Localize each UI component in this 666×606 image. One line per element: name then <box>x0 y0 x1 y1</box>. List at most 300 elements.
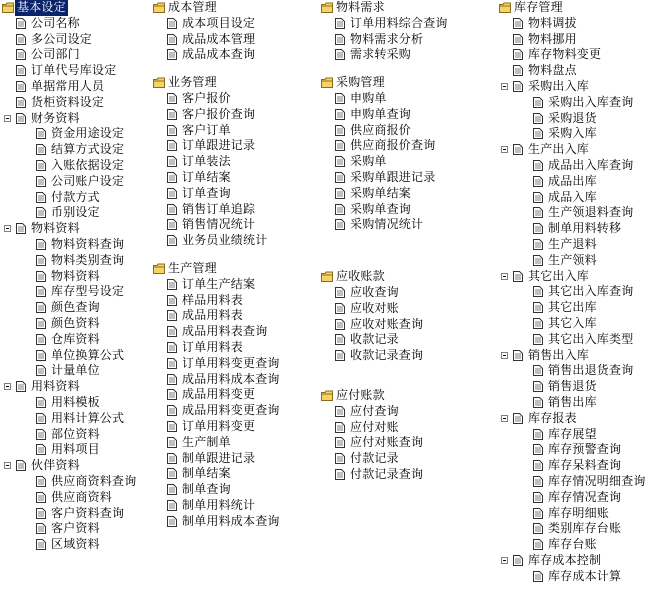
tree-leaf[interactable] <box>2 442 162 458</box>
tree-node-label: 成品用料变更 <box>182 387 256 402</box>
document-icon <box>167 437 177 448</box>
document-icon <box>167 342 177 353</box>
document-icon <box>16 97 26 108</box>
tree-node-label: 客户报价 <box>182 90 231 105</box>
tree-node-label: 计量单位 <box>51 363 100 378</box>
document-icon <box>533 128 543 139</box>
tree-leaf[interactable] <box>499 521 664 537</box>
tree-group-header[interactable] <box>321 0 491 16</box>
document-icon <box>533 523 543 534</box>
tree-leaf[interactable] <box>153 451 318 467</box>
tree-branch[interactable] <box>499 142 664 158</box>
tree-leaf[interactable] <box>153 154 318 170</box>
tree-node-label: 伙伴资料 <box>31 458 80 473</box>
tree-node-label: 生产管理 <box>168 260 217 275</box>
tree-group-header[interactable] <box>499 0 664 16</box>
tree-node-label: 制单查询 <box>182 482 231 497</box>
tree-node-label: 样品用料表 <box>182 292 244 307</box>
document-icon <box>513 34 523 45</box>
tree-node-label: 颜色资料 <box>51 315 100 330</box>
tree-leaf[interactable] <box>499 316 664 332</box>
column-2 <box>153 0 318 530</box>
tree-leaf[interactable] <box>321 47 491 63</box>
tree-leaf[interactable] <box>499 284 664 300</box>
collapse-toggle-icon[interactable] <box>501 83 508 90</box>
tree-leaf[interactable] <box>2 16 162 32</box>
document-icon <box>16 18 26 29</box>
column-3 <box>321 0 491 483</box>
tree-node-label: 付款记录 <box>350 451 399 466</box>
collapse-toggle-icon[interactable] <box>4 462 11 469</box>
document-icon <box>36 429 46 440</box>
tree-group-header[interactable] <box>321 388 491 404</box>
tree-node-label: 库存成本控制 <box>528 552 602 567</box>
tree-leaf[interactable] <box>499 205 664 221</box>
tree-leaf[interactable] <box>321 123 491 139</box>
tree-branch[interactable] <box>2 221 162 237</box>
tree-leaf[interactable] <box>321 420 491 436</box>
document-icon <box>36 444 46 455</box>
tree-group-header[interactable] <box>2 0 162 16</box>
tree-leaf[interactable] <box>153 293 318 309</box>
tree-node-label: 收款记录 <box>350 332 399 347</box>
tree-leaf[interactable] <box>2 427 162 443</box>
tree-leaf[interactable] <box>499 190 664 206</box>
document-icon <box>533 444 543 455</box>
tree-node-label: 采购单跟进记录 <box>350 169 436 184</box>
tree-leaf[interactable] <box>153 514 318 530</box>
tree-leaf[interactable] <box>2 79 162 95</box>
tree-node-label: 采购单结案 <box>350 185 412 200</box>
tree-leaf[interactable] <box>2 205 162 221</box>
document-icon <box>36 350 46 361</box>
document-icon <box>167 421 177 432</box>
tree-branch[interactable] <box>2 379 162 395</box>
tree-group-header[interactable] <box>321 75 491 91</box>
tree-leaf[interactable] <box>321 332 491 348</box>
tree-node-label: 颜色查询 <box>51 300 100 315</box>
tree-node-label: 公司名称 <box>31 15 80 30</box>
tree-leaf[interactable] <box>321 186 491 202</box>
tree-leaf[interactable] <box>321 285 491 301</box>
document-icon <box>167 310 177 321</box>
document-icon <box>335 453 345 464</box>
tree-leaf[interactable] <box>321 301 491 317</box>
tree-leaf[interactable] <box>499 95 664 111</box>
collapse-toggle-icon[interactable] <box>4 383 11 390</box>
document-icon <box>36 492 46 503</box>
tree-leaf[interactable] <box>321 16 491 32</box>
folder-icon <box>153 263 163 274</box>
tree-leaf[interactable] <box>499 474 664 490</box>
document-icon <box>16 81 26 92</box>
tree-node-label: 多公司设定 <box>31 31 93 46</box>
collapse-toggle-icon[interactable] <box>4 115 11 122</box>
tree-leaf[interactable] <box>153 32 318 48</box>
tree-node-label: 用料计算公式 <box>51 410 125 425</box>
tree-leaf[interactable] <box>2 537 162 553</box>
document-icon <box>513 555 523 566</box>
tree-leaf[interactable] <box>153 47 318 63</box>
tree-node-label: 订单生产结案 <box>182 276 256 291</box>
document-icon <box>533 381 543 392</box>
document-icon <box>36 207 46 218</box>
tree-node-label: 库存物料变更 <box>528 47 602 62</box>
tree-node-label: 部位资料 <box>51 426 100 441</box>
tree-leaf[interactable] <box>499 126 664 142</box>
tree-leaf[interactable] <box>2 237 162 253</box>
tree-node-label: 用料资料 <box>31 379 80 394</box>
tree-leaf[interactable] <box>321 91 491 107</box>
tree-node-label: 生产退料 <box>548 236 597 251</box>
tree-leaf[interactable] <box>2 158 162 174</box>
document-icon <box>335 18 345 29</box>
tree-node-label: 应收对账查询 <box>350 316 424 331</box>
document-icon <box>36 271 46 282</box>
tree-leaf[interactable] <box>499 174 664 190</box>
column-1 <box>2 0 162 553</box>
document-icon <box>167 219 177 230</box>
tree-leaf[interactable] <box>153 170 318 186</box>
tree-leaf[interactable] <box>153 186 318 202</box>
tree-leaf[interactable] <box>321 107 491 123</box>
tree-leaf[interactable] <box>153 498 318 514</box>
document-icon <box>335 140 345 151</box>
tree-node-label: 生产领料 <box>548 252 597 267</box>
tree-leaf[interactable] <box>321 435 491 451</box>
tree-node-label: 库存明细账 <box>548 505 610 520</box>
document-icon <box>36 539 46 550</box>
folder-icon <box>2 2 12 13</box>
tree-branch[interactable] <box>499 269 664 285</box>
tree-leaf[interactable] <box>321 32 491 48</box>
tree-node-label: 物料资料 <box>31 221 80 236</box>
tree-leaf[interactable] <box>499 111 664 127</box>
document-icon <box>335 125 345 136</box>
tree-node-label: 成品出入库查询 <box>548 157 634 172</box>
tree-branch[interactable] <box>499 411 664 427</box>
tree-leaf[interactable] <box>2 521 162 537</box>
tree-leaf[interactable] <box>2 63 162 79</box>
tree-leaf[interactable] <box>153 233 318 249</box>
document-icon <box>533 429 543 440</box>
tree-leaf[interactable] <box>499 458 664 474</box>
tree-node-label: 应收对账 <box>350 300 399 315</box>
tree-leaf[interactable] <box>153 16 318 32</box>
tree-node-label: 成本管理 <box>168 0 217 14</box>
tree-leaf[interactable] <box>499 16 664 32</box>
tree-node-label: 应收账款 <box>336 269 385 284</box>
tree-leaf[interactable] <box>499 427 664 443</box>
document-icon <box>167 49 177 60</box>
tree-leaf[interactable] <box>321 467 491 483</box>
tree-node-label: 物料类别查询 <box>51 252 125 267</box>
document-icon <box>167 156 177 167</box>
tree-leaf[interactable] <box>499 32 664 48</box>
tree-leaf[interactable] <box>499 490 664 506</box>
tree-leaf[interactable] <box>153 217 318 233</box>
tree-leaf[interactable] <box>153 123 318 139</box>
tree-leaf[interactable] <box>153 308 318 324</box>
tree-leaf[interactable] <box>499 569 664 585</box>
tree-leaf[interactable] <box>153 324 318 340</box>
tree-leaf[interactable] <box>2 316 162 332</box>
tree-node-label: 成品入库 <box>548 189 597 204</box>
document-icon <box>167 516 177 527</box>
tree-leaf[interactable] <box>499 537 664 553</box>
tree-leaf[interactable] <box>2 284 162 300</box>
tree-leaf[interactable] <box>2 253 162 269</box>
document-icon <box>533 192 543 203</box>
tree-leaf[interactable] <box>2 142 162 158</box>
document-icon <box>533 113 543 124</box>
tree-leaf[interactable] <box>499 158 664 174</box>
document-icon <box>36 523 46 534</box>
tree-node-label: 制单用料成本查询 <box>182 513 280 528</box>
tree-node-label: 采购管理 <box>336 75 385 90</box>
document-icon <box>167 18 177 29</box>
tree-node-label: 库存管理 <box>514 0 563 14</box>
tree-leaf[interactable] <box>321 348 491 364</box>
tree-leaf[interactable] <box>2 269 162 285</box>
folder-icon <box>499 2 509 13</box>
tree-leaf[interactable] <box>153 387 318 403</box>
tree-node-label: 单据常用人员 <box>31 78 105 93</box>
document-icon <box>36 397 46 408</box>
tree-leaf[interactable] <box>2 174 162 190</box>
document-icon <box>513 81 523 92</box>
document-icon <box>36 176 46 187</box>
collapse-toggle-icon[interactable] <box>501 415 508 422</box>
tree-leaf[interactable] <box>153 202 318 218</box>
tree-leaf[interactable] <box>321 217 491 233</box>
document-icon <box>513 65 523 76</box>
tree-group-header[interactable] <box>153 0 318 16</box>
document-icon <box>533 255 543 266</box>
tree-node-label: 库存报表 <box>528 410 577 425</box>
tree-node-label: 客户报价查询 <box>182 106 256 121</box>
tree-node-label: 库存情况查询 <box>548 489 622 504</box>
tree-leaf[interactable] <box>153 482 318 498</box>
collapse-toggle-icon[interactable] <box>4 225 11 232</box>
tree-node-label: 需求转采购 <box>350 47 412 62</box>
tree-leaf[interactable] <box>499 253 664 269</box>
tree-leaf[interactable] <box>321 138 491 154</box>
tree-node-label: 结算方式设定 <box>51 142 125 157</box>
tree-leaf[interactable] <box>321 170 491 186</box>
tree-leaf[interactable] <box>153 138 318 154</box>
tree-node-label: 制单用料统计 <box>182 497 256 512</box>
tree-node-label: 采购入库 <box>548 126 597 141</box>
document-icon <box>167 172 177 183</box>
tree-leaf[interactable] <box>153 107 318 123</box>
tree-node-label: 制单用料转移 <box>548 221 622 236</box>
collapse-toggle-icon[interactable] <box>501 352 508 359</box>
tree-leaf[interactable] <box>2 348 162 364</box>
tree-leaf[interactable] <box>2 32 162 48</box>
tree-node-label: 供应商资料查询 <box>51 473 137 488</box>
document-icon <box>167 34 177 45</box>
document-icon <box>36 128 46 139</box>
tree-leaf[interactable] <box>2 474 162 490</box>
tree-leaf[interactable] <box>321 202 491 218</box>
tree-node-label: 其它出库 <box>548 300 597 315</box>
document-icon <box>513 413 523 424</box>
tree-leaf[interactable] <box>153 372 318 388</box>
tree-node-label: 采购单查询 <box>350 201 412 216</box>
tree-node-label: 订单装法 <box>182 154 231 169</box>
tree-leaf[interactable] <box>153 435 318 451</box>
document-icon <box>16 223 26 234</box>
tree-node-label: 应付账款 <box>336 387 385 402</box>
document-icon <box>167 188 177 199</box>
tree-leaf[interactable] <box>153 466 318 482</box>
tree-leaf[interactable] <box>321 404 491 420</box>
document-icon <box>335 109 345 120</box>
tree-node-label: 供应商资料 <box>51 489 113 504</box>
tree-leaf[interactable] <box>499 300 664 316</box>
tree-leaf[interactable] <box>2 190 162 206</box>
tree-leaf[interactable] <box>2 126 162 142</box>
collapse-toggle-icon[interactable] <box>501 146 508 153</box>
tree-branch[interactable] <box>499 553 664 569</box>
tree-node-label: 物料调拔 <box>528 15 577 30</box>
tree-leaf[interactable] <box>2 395 162 411</box>
document-icon <box>167 235 177 246</box>
tree-node-label: 业务管理 <box>168 75 217 90</box>
tree-leaf[interactable] <box>2 363 162 379</box>
tree-group-header[interactable] <box>153 75 318 91</box>
document-icon <box>167 468 177 479</box>
tree-node-label: 其它入库 <box>548 315 597 330</box>
tree-node-label: 销售退货 <box>548 379 597 394</box>
tree-node-label: 物料资料查询 <box>51 236 125 251</box>
document-icon <box>36 239 46 250</box>
tree-branch[interactable] <box>2 111 162 127</box>
tree-node-label: 订单代号库设定 <box>31 63 117 78</box>
tree-node-label: 其它出入库查询 <box>548 284 634 299</box>
tree-node-label: 销售出退货查询 <box>548 363 634 378</box>
document-icon <box>513 18 523 29</box>
tree-node-label: 成品用料表查询 <box>182 324 268 339</box>
tree-leaf[interactable] <box>2 332 162 348</box>
tree-leaf[interactable] <box>153 277 318 293</box>
tree-leaf[interactable] <box>153 91 318 107</box>
document-icon <box>533 176 543 187</box>
tree-leaf[interactable] <box>2 300 162 316</box>
tree-leaf[interactable] <box>2 411 162 427</box>
tree-leaf[interactable] <box>2 506 162 522</box>
document-icon <box>16 381 26 392</box>
tree-leaf[interactable] <box>321 317 491 333</box>
tree-node-label: 采购退货 <box>548 110 597 125</box>
document-icon <box>36 318 46 329</box>
tree-leaf[interactable] <box>499 332 664 348</box>
tree-leaf[interactable] <box>499 363 664 379</box>
document-icon <box>335 350 345 361</box>
document-icon <box>36 365 46 376</box>
tree-leaf[interactable] <box>499 63 664 79</box>
tree-leaf[interactable] <box>153 419 318 435</box>
tree-node-label: 付款记录查询 <box>350 466 424 481</box>
document-icon <box>36 160 46 171</box>
tree-leaf[interactable] <box>321 451 491 467</box>
tree-node-label: 制单结案 <box>182 466 231 481</box>
tree-node-label: 供应商报价查询 <box>350 138 436 153</box>
document-icon <box>335 422 345 433</box>
document-icon <box>167 453 177 464</box>
tree-branch[interactable] <box>499 348 664 364</box>
document-icon <box>335 172 345 183</box>
tree-branch[interactable] <box>2 458 162 474</box>
tree-node-label: 采购单 <box>350 154 387 169</box>
collapse-toggle-icon[interactable] <box>501 557 508 564</box>
tree-node-label: 资金用途设定 <box>51 126 125 141</box>
tree-node-label: 应付对账查询 <box>350 435 424 450</box>
tree-leaf[interactable] <box>2 490 162 506</box>
tree-node-label: 类别库存台账 <box>548 521 622 536</box>
tree-node-label: 单位换算公式 <box>51 347 125 362</box>
tree-leaf[interactable] <box>153 403 318 419</box>
tree-leaf[interactable] <box>499 221 664 237</box>
tree-node-label: 付款方式 <box>51 189 100 204</box>
document-icon <box>167 125 177 136</box>
tree-leaf[interactable] <box>2 47 162 63</box>
tree-leaf[interactable] <box>499 47 664 63</box>
document-icon <box>335 437 345 448</box>
document-icon <box>16 65 26 76</box>
document-icon <box>16 460 26 471</box>
document-icon <box>533 223 543 234</box>
tree-leaf[interactable] <box>2 95 162 111</box>
tree-node-label: 订单查询 <box>182 185 231 200</box>
tree-node-label: 物料资料 <box>51 268 100 283</box>
tree-leaf[interactable] <box>499 442 664 458</box>
tree-leaf[interactable] <box>321 154 491 170</box>
tree-group-header[interactable] <box>153 261 318 277</box>
document-icon <box>167 405 177 416</box>
tree-leaf[interactable] <box>499 237 664 253</box>
tree-leaf[interactable] <box>153 340 318 356</box>
tree-node-label: 用料项目 <box>51 442 100 457</box>
tree-leaf[interactable] <box>153 356 318 372</box>
document-icon <box>533 318 543 329</box>
document-icon <box>16 49 26 60</box>
tree-branch[interactable] <box>499 79 664 95</box>
document-icon <box>335 334 345 345</box>
tree-node-label: 库存台账 <box>548 537 597 552</box>
tree-node-label: 仓库资料 <box>51 331 100 346</box>
tree-node-label: 供应商报价 <box>350 122 412 137</box>
document-icon <box>513 49 523 60</box>
tree-leaf[interactable] <box>499 379 664 395</box>
document-icon <box>16 34 26 45</box>
tree-leaf[interactable] <box>499 506 664 522</box>
document-icon <box>167 500 177 511</box>
tree-node-label: 财务资料 <box>31 110 80 125</box>
tree-group-header[interactable] <box>321 269 491 285</box>
tree-node-label: 销售出库 <box>548 394 597 409</box>
tree-node-label: 收款记录查询 <box>350 348 424 363</box>
tree-node-label: 生产制单 <box>182 434 231 449</box>
collapse-toggle-icon[interactable] <box>501 273 508 280</box>
tree-node-label: 成品成本查询 <box>182 47 256 62</box>
document-icon <box>167 93 177 104</box>
tree-node-label: 用料模板 <box>51 394 100 409</box>
document-icon <box>335 287 345 298</box>
folder-icon <box>153 2 163 13</box>
tree-leaf[interactable] <box>499 395 664 411</box>
